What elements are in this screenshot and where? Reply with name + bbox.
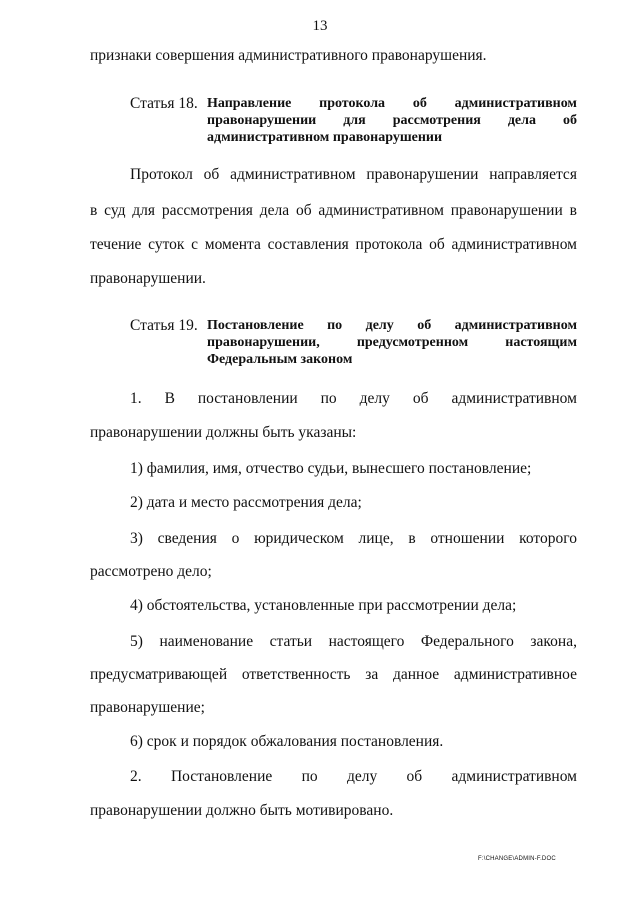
article-18-paragraph-line [90, 236, 577, 254]
word: течение [90, 236, 142, 253]
word: Постановление [207, 318, 304, 333]
word: протокола [355, 236, 423, 253]
word: правонарушение; [90, 699, 205, 716]
word: административном [451, 768, 577, 785]
article-18-heading-line [207, 130, 442, 146]
word: об [412, 96, 427, 111]
word: рассмотрено дело; [90, 563, 212, 580]
word: административное [453, 666, 577, 683]
article-18-heading-line [207, 96, 577, 112]
word: об [203, 166, 220, 183]
word: данное [392, 666, 440, 683]
word: предусмотренном [356, 335, 469, 350]
word: 1. [130, 390, 142, 407]
word: дела [507, 113, 536, 128]
word: по [327, 318, 343, 333]
word: в [408, 530, 416, 547]
word: административном [454, 96, 577, 111]
word: закона, [530, 633, 577, 650]
article-19-p2-line [90, 802, 393, 820]
word: о [231, 530, 240, 547]
word: предусматривающей [90, 666, 228, 683]
word: 5) [130, 633, 143, 650]
word: рассмотрения [161, 202, 253, 219]
word: для [132, 202, 156, 219]
list-item-5-line [90, 699, 205, 717]
word: которого [519, 530, 577, 547]
word: административном [451, 390, 577, 407]
word: за [365, 666, 379, 683]
article-19-heading-line [207, 335, 577, 351]
word: об [429, 236, 445, 253]
word: статьи [269, 633, 313, 650]
word: лице, [358, 530, 394, 547]
word: суд [104, 202, 126, 219]
word: делу [359, 390, 390, 407]
word: правонарушении [366, 166, 479, 183]
word: административном [318, 202, 444, 219]
footer-file-code: F:\CHANGE\ADMIN-F.DOC [478, 856, 556, 862]
word: 3) [130, 530, 143, 547]
word: настоящим [505, 335, 577, 350]
word: 2. [130, 768, 142, 785]
article-19-p1-line [90, 424, 356, 442]
word: административном [451, 236, 577, 253]
article-19-p2-line [130, 768, 577, 786]
word: об [406, 768, 423, 785]
word: правонарушении должны быть указаны: [90, 424, 357, 441]
word: правонарушении [207, 113, 317, 128]
word: об [417, 318, 432, 333]
article-19-heading-line [207, 318, 577, 334]
word: об [562, 113, 577, 128]
word: Федерального [420, 633, 514, 650]
word: административном правонарушении [207, 130, 443, 145]
word: составления [267, 236, 349, 253]
word: наименование [159, 633, 254, 650]
list-item-4: 4) обстоятельства, установленные при рассмотрении дела; [130, 597, 517, 614]
article-19-label: Статья 19. [130, 317, 198, 334]
article-18-label: Статья 18. [130, 95, 198, 112]
article-19-p1-line [130, 390, 577, 408]
word: Протокол [130, 166, 193, 183]
word: об [412, 390, 429, 407]
word: отношении [430, 530, 505, 547]
word: Направление [207, 96, 292, 111]
word: направляется [489, 166, 577, 183]
list-item-3-line [90, 563, 212, 581]
list-item-3-line [130, 530, 577, 548]
word: протокола [319, 96, 386, 111]
word: правонарушении должно быть мотивировано. [90, 802, 394, 819]
word: в [569, 202, 577, 219]
list-item-5-line [130, 633, 577, 651]
word: постановлении [197, 390, 298, 407]
word: настоящего [328, 633, 405, 650]
word: дела [259, 202, 290, 219]
word: юридическом [254, 530, 344, 547]
word: правонарушении, [207, 335, 320, 350]
word: об [295, 202, 312, 219]
word: рассмотрения [392, 113, 481, 128]
list-item-2: 2) дата и место рассмотрения дела; [130, 494, 362, 511]
word: делу [346, 768, 378, 785]
list-item-6: 6) срок и порядок обжалования постановления. [130, 733, 444, 750]
page-number: 13 [312, 18, 328, 34]
list-item-1: 1) фамилия, имя, отчество судьи, вынесшего постановление; [130, 460, 532, 477]
word: В [164, 390, 175, 407]
word: делу [365, 318, 394, 333]
article-18-paragraph-line [130, 166, 577, 184]
word: правонарушении. [90, 270, 206, 287]
word: с [191, 236, 199, 253]
list-item-5-line [90, 666, 577, 684]
word: суток [148, 236, 185, 253]
word: Постановление [170, 768, 273, 785]
word: для [343, 113, 366, 128]
word: правонарушении [450, 202, 563, 219]
word: административном [230, 166, 356, 183]
article-18-paragraph-line [90, 270, 206, 288]
word: по [320, 390, 337, 407]
word: Федеральным законом [207, 352, 353, 367]
word: момента [204, 236, 261, 253]
word: по [301, 768, 318, 785]
word: сведения [157, 530, 217, 547]
article-19-heading-line [207, 352, 352, 368]
article-18-paragraph-line [90, 202, 577, 220]
word: административном [454, 318, 577, 333]
article-18-heading-line [207, 113, 577, 129]
word: ответственность [241, 666, 351, 683]
word: в [90, 202, 98, 219]
intro-line: признаки совершения административного правонарушения. [90, 47, 487, 64]
